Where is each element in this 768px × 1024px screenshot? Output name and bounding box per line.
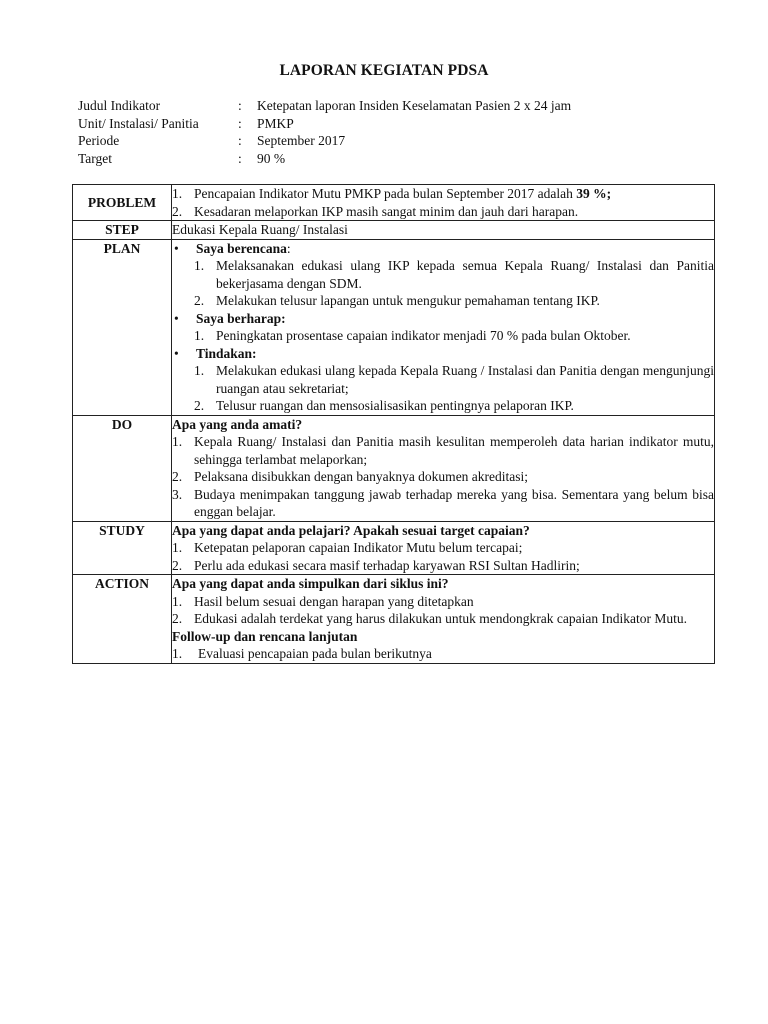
plan-section-head: [172, 240, 714, 258]
pdsa-table: [72, 184, 715, 664]
item-text: Evaluasi pencapaian pada bulan berikutnya: [198, 646, 432, 661]
do-label: DO: [73, 415, 172, 521]
meta-key: Unit/ Instalasi/ Panitia: [78, 115, 199, 131]
item-number: 2.: [194, 293, 205, 308]
item-number: 1.: [172, 540, 183, 555]
list-item: [172, 257, 714, 292]
meta-value: PMKP: [257, 115, 294, 131]
bullet-icon: •: [174, 240, 179, 256]
meta-row-periode: [78, 132, 571, 150]
item-bold-value: 39 %;: [576, 186, 612, 201]
document-title: LAPORAN KEGIATAN PDSA: [279, 62, 489, 79]
section-head-suffix: :: [286, 240, 291, 256]
study-question: Apa yang dapat anda pelajari? Apakah sesuai target capaian?: [172, 522, 530, 538]
list-item: [172, 185, 714, 203]
row-study: [73, 521, 715, 575]
list-item: [172, 539, 714, 557]
row-do: [73, 415, 715, 521]
list-item: [172, 645, 714, 663]
item-text: Hasil belum sesuai dengan harapan yang ditetapkan: [194, 593, 474, 609]
problem-label: PROBLEM: [73, 185, 172, 221]
report-meta: [78, 97, 571, 167]
item-text: Pelaksana disibukkan dengan banyaknya dokumen akreditasi;: [194, 469, 529, 484]
item-text: Edukasi adalah terdekat yang harus dilakukan untuk mendongkrak capaian Indikator Mutu.: [194, 611, 687, 626]
item-text: Kepala Ruang/ Instalasi dan Panitia masih kesulitan memperoleh data harian indikator mutu, sehingga terlambat melaporkan;: [194, 434, 714, 467]
meta-value: Ketepatan laporan Insiden Keselamatan Pasien 2 x 24 jam: [257, 98, 572, 113]
item-text: Melakukan telusur lapangan untuk mengukur pemahaman tentang IKP.: [216, 293, 600, 308]
section-head-text: Saya berharap:: [196, 310, 286, 326]
item-text: Ketepatan pelaporan capaian Indikator Mutu belum tercapai;: [194, 540, 523, 555]
item-number: 1.: [172, 646, 183, 661]
list-item: [172, 362, 714, 397]
list-item: [172, 610, 714, 628]
item-number: 2.: [172, 611, 183, 626]
step-content: Edukasi Kepala Ruang/ Instalasi: [172, 221, 715, 240]
meta-value: 90 %: [257, 150, 286, 166]
meta-colon: :: [238, 150, 242, 166]
item-text: Peningkatan prosentase capaian indikator menjadi 70 % pada bulan Oktober.: [216, 328, 631, 343]
row-step: [73, 221, 715, 240]
item-text: Kesadaran melaporkan IKP masih sangat minim dan jauh dari harapan.: [194, 203, 579, 219]
item-number: 1.: [194, 363, 205, 378]
bullet-icon: •: [174, 345, 179, 361]
item-number: 2.: [172, 469, 183, 484]
meta-colon: :: [238, 115, 242, 131]
list-item: [172, 486, 714, 521]
meta-row-indikator: [78, 97, 571, 115]
list-item: [172, 327, 714, 345]
study-label: STUDY: [73, 521, 172, 575]
plan-label: PLAN: [73, 239, 172, 415]
item-number: 1.: [172, 434, 183, 449]
problem-content: [172, 185, 715, 221]
item-number: 1.: [194, 328, 205, 343]
action-label: ACTION: [73, 575, 172, 664]
item-number: 3.: [172, 486, 183, 502]
action-question: Apa yang dapat anda simpulkan dari siklus ini?: [172, 576, 449, 591]
item-text: Pencapaian Indikator Mutu PMKP pada bulan September 2017 adalah: [194, 186, 577, 201]
meta-key: Judul Indikator: [78, 98, 161, 113]
item-text: Melakukan edukasi ulang kepada Kepala Ruang / Instalasi dan Panitia dengan mengunjungi ruangan atau sekretariat;: [216, 363, 714, 396]
item-text: Perlu ada edukasi secara masif terhadap karyawan RSI Sultan Hadlirin;: [194, 557, 580, 573]
meta-row-target: [78, 150, 571, 168]
list-item: [172, 557, 714, 575]
plan-section-head: [172, 310, 714, 328]
do-question: Apa yang anda amati?: [172, 416, 303, 432]
item-text: Budaya menimpakan tanggung jawab terhadap mereka yang bisa. Sementara yang belum bisa enggan belajar.: [194, 486, 714, 519]
study-content: [172, 521, 715, 575]
row-plan: [73, 239, 715, 415]
item-number: 1.: [172, 593, 183, 609]
item-text: Telusur ruangan dan mensosialisasikan pentingnya pelaporan IKP.: [216, 398, 574, 413]
item-number: 1.: [194, 258, 205, 273]
do-content: [172, 415, 715, 521]
plan-section-head: [172, 345, 714, 363]
step-label: STEP: [73, 221, 172, 240]
list-item: [172, 203, 714, 221]
row-action: [73, 575, 715, 664]
meta-value: September 2017: [257, 133, 346, 148]
action-content: [172, 575, 715, 664]
section-head-text: Saya berencana: [196, 240, 287, 256]
list-item: [172, 468, 714, 486]
row-problem: [73, 185, 715, 221]
item-number: 2.: [194, 398, 205, 413]
bullet-icon: •: [174, 310, 179, 326]
item-text: Melaksanakan edukasi ulang IKP kepada semua Kepala Ruang/ Instalasi dan Panitia bekerjasama dengan SDM.: [216, 258, 714, 291]
meta-row-unit: [78, 115, 571, 133]
meta-colon: :: [238, 133, 242, 148]
list-item: [172, 397, 714, 415]
followup-heading: Follow-up dan rencana lanjutan: [172, 628, 358, 644]
meta-key: Target: [78, 150, 113, 166]
meta-key: Periode: [78, 133, 120, 148]
plan-content: [172, 239, 715, 415]
item-number: 2.: [172, 557, 183, 573]
section-head-text: Tindakan:: [196, 345, 257, 361]
item-number: 1.: [172, 186, 183, 201]
list-item: [172, 433, 714, 468]
list-item: [172, 292, 714, 310]
item-number: 2.: [172, 203, 183, 219]
meta-colon: :: [238, 98, 242, 113]
list-item: [172, 593, 714, 611]
